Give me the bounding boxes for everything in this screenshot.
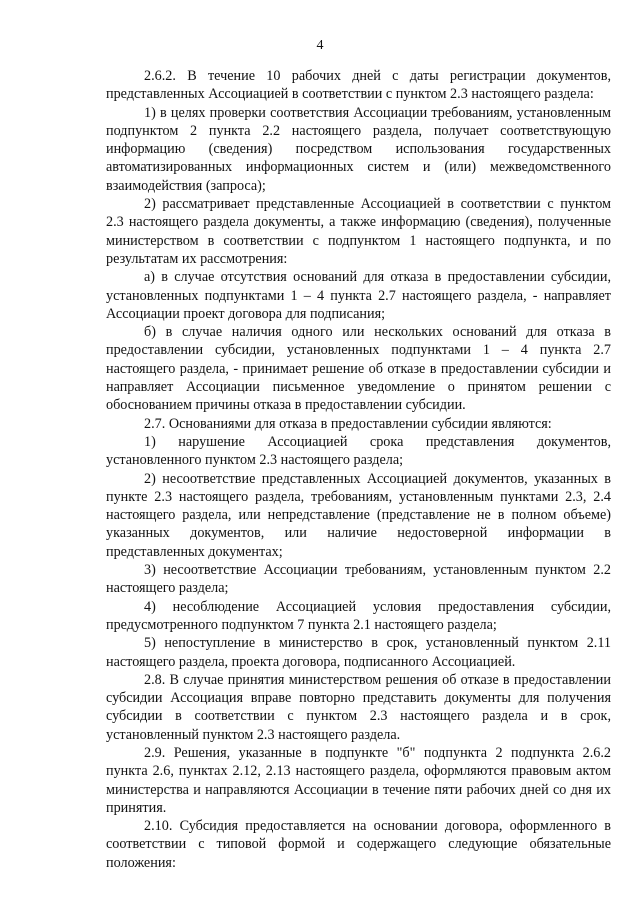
paragraph-2-6-2: 2.6.2. В течение 10 рабочих дней с даты регистрации документов, представленных Ассоциацией в соответствии с пунктом 2.3 настоящего раздела: [106,68,611,103]
paragraph-2-10: 2.10. Субсидия предоставляется на основании договора, оформленного в соответствии с типовой формой и содержащего следующие обязательные положения: [106,818,611,871]
paragraph-2-7: 2.7. Основаниями для отказа в предоставлении субсидии являются: [144,415,552,432]
paragraph-2-7-item-1: 1) нарушение Ассоциацией срока представления документов, установленного пунктом 2.3 настоящего раздела; [106,433,611,469]
paragraph-2-7-item-3: 3) несоответствие Ассоциации требованиям, установленным пунктом 2.2 настоящего раздела; [106,562,611,597]
document-body [106,67,611,872]
paragraph-2-6-2-item-2: 2) рассматривает представленные Ассоциацией в соответствии с пунктом 2.3 настоящего раздела документы, а также информацию (сведения), полученные министерством в соответствии с подпунктом 1 настоящего подпункта, и по результатам их рассмотрения: [106,196,611,267]
paragraph-2-7-item-5: 5) непоступление в министерство в срок, установленный пунктом 2.11 настоящего раздела, проекта договора, подписанного Ассоциацией. [106,635,611,670]
paragraph-2-8: 2.8. В случае принятия министерством решения об отказе в предоставлении субсидии Ассоциация вправе повторно представить документы для получения субсидии в соответствии с пунктом 2.3 настоящего раздела и в срок, установленный пунктом 2.3 настоящего раздела. [106,671,611,743]
paragraph-2-6-2-item-2b: б) в случае наличия одного или нескольких оснований для отказа в предоставлении субсидии, установленных подпунктами 1 – 4 пункта 2.7 настоящего раздела, - принимает решение об отказе в предоставлении субсидии и направляет Ассоциации письменное уведомление о принятом решении с обоснованием причины отказа в предоставлении субсидии. [106,324,611,414]
paragraph-2-7-item-2: 2) несоответствие представленных Ассоциацией документов, указанных в пункте 2.3 настоящего раздела, требованиям, установленным пунктами 2.3, 2.4 настоящего раздела, или непредставление (представление не в полном объеме) указанных документов, или наличие недостоверной информации в представленных документах; [106,470,611,560]
paragraph-2-9: 2.9. Решения, указанные в подпункте "б" подпункта 2 подпункта 2.6.2 пункта 2.6, пунктах 2.12, 2.13 настоящего раздела, оформляются правовым актом министерства и направляются Ассоциации в течение пяти рабочих дней со дня их принятия. [106,744,611,816]
paragraph-2-6-2-item-1: 1) в целях проверки соответствия Ассоциации требованиям, установленным подпунктом 2 пункта 2.2 настоящего раздела, получает соответствующую информацию (сведения) посредством использования государственных автоматизированных информационных систем и (или) межведомственного взаимодействия (запроса); [106,104,611,194]
paragraph-2-7-item-4: 4) несоблюдение Ассоциацией условия предоставления субсидии, предусмотренного подпунктом 7 пункта 2.1 настоящего раздела; [106,598,611,633]
paragraph-2-6-2-item-2a: а) в случае отсутствия оснований для отказа в предоставлении субсидии, установленных подпунктами 1 – 4 пункта 2.7 настоящего раздела, - направляет Ассоциации проект договора для подписания; [106,269,611,322]
page-number: 4 [316,38,324,53]
